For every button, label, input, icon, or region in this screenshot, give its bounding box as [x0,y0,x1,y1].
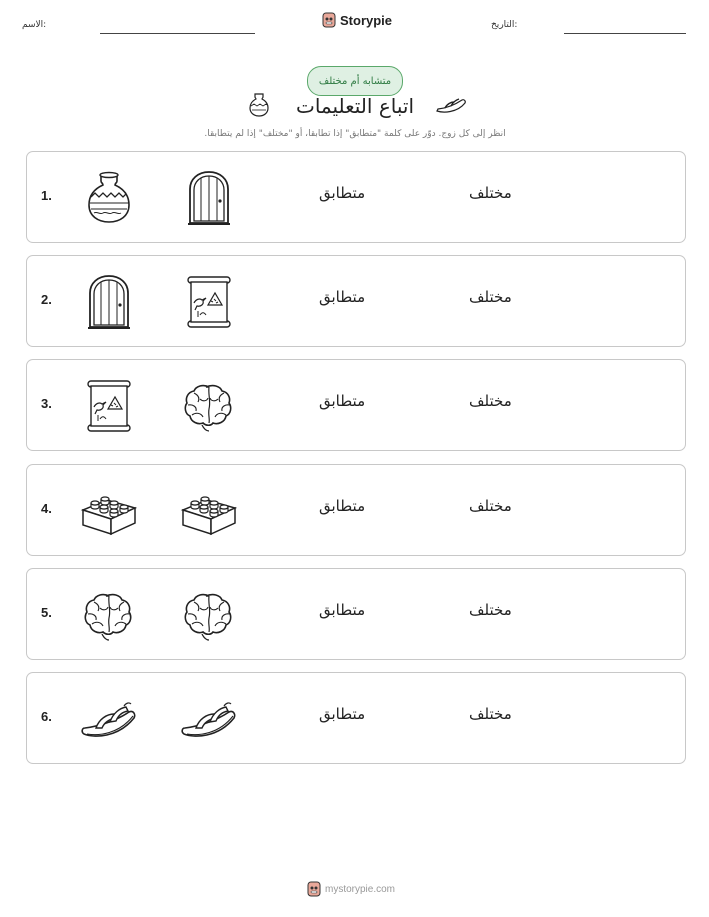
exercise-row [26,672,686,764]
lego-brick-icon [80,482,138,540]
date-label: التاريخ: [491,20,518,30]
answer-match[interactable]: متطابق [319,184,366,202]
vase-icon [247,92,271,118]
vase-icon [80,169,138,227]
answer-different[interactable]: مختلف [469,496,512,515]
door-icon [180,169,238,227]
sandal-icon [80,690,138,748]
mascot-icon [322,12,336,28]
brain-icon [180,377,238,435]
footer-url[interactable]: mystorypie.com [325,883,396,895]
sandal-icon [180,690,238,748]
row-number: 6. [41,709,52,724]
row-number: 1. [41,188,52,203]
door-icon [80,273,138,331]
page-title: اتباع التعليمات [295,94,415,118]
answer-match[interactable]: متطابق [319,705,366,723]
row-number: 3. [41,396,52,412]
name-label: الاسم: [22,20,47,30]
answer-match[interactable]: متطابق [319,496,366,515]
exercise-row [26,464,686,556]
exercise-row [26,568,686,660]
row-number: 5. [41,604,52,620]
row-number: 2. [41,292,52,308]
brain-icon [80,586,138,644]
answer-different[interactable]: مختلف [469,600,512,619]
answer-match[interactable]: متطابق [319,600,366,619]
lego-brick-icon [180,482,238,540]
sandal-icon [435,94,467,116]
name-line[interactable] [100,33,255,34]
answer-different[interactable]: مختلف [469,288,512,307]
brand-name: Storypie [340,12,393,28]
instructions: انظر إلى كل زوج. دوّر على كلمة "متطابق" إذا تطابقا، أو "مختلف" إذا لم يتطابقا. [204,129,506,139]
exercise-row [26,151,686,243]
brand-logo [322,12,392,28]
papyrus-scroll-icon [180,273,238,331]
mascot-icon [307,881,321,897]
papyrus-scroll-icon [80,377,138,435]
answer-match[interactable]: متطابق [319,288,366,307]
footer [307,881,395,897]
exercise-row [26,255,686,347]
answer-different[interactable]: مختلف [469,184,512,202]
answer-different[interactable]: مختلف [469,392,512,411]
row-number: 4. [41,500,52,516]
answer-match[interactable]: متطابق [319,392,366,411]
topic-badge: متشابه أم مختلف [307,66,403,96]
brain-icon [180,586,238,644]
date-line[interactable] [564,33,686,34]
exercise-row [26,359,686,451]
answer-different[interactable]: مختلف [469,705,512,723]
